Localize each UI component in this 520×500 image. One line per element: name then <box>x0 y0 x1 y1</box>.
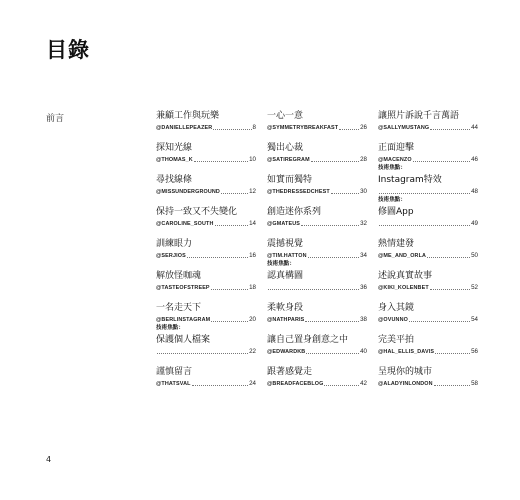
entry-page-number: 46 <box>471 156 478 163</box>
toc-entry[interactable] <box>267 300 367 326</box>
entry-leader-line <box>156 315 256 323</box>
entry-leader-line <box>267 347 367 355</box>
dot-leader <box>379 192 470 194</box>
entry-page-number: 52 <box>471 284 478 291</box>
dot-leader <box>339 128 359 130</box>
entry-handle: @EDWARDKB <box>267 349 306 355</box>
entry-page-number: 42 <box>360 380 367 387</box>
entry-page-number: 16 <box>249 252 256 259</box>
entry-leader-line <box>378 219 478 227</box>
entry-leader-line <box>267 123 367 131</box>
entry-title: 述說真實故事 <box>378 271 433 281</box>
entry-handle: @OVUNNO <box>378 317 408 323</box>
entry-page-number: 34 <box>360 252 367 259</box>
entry-tag: 技術焦點： <box>378 165 406 171</box>
entry-handle: @SYMMETRYBREAKFAST <box>267 125 339 131</box>
entry-title: 創造迷你系列 <box>267 207 322 217</box>
entry-page-number: 28 <box>360 156 367 163</box>
entry-leader-line <box>378 187 478 195</box>
entry-leader-line <box>156 123 256 131</box>
toc-entry[interactable] <box>267 332 367 358</box>
dot-leader <box>268 288 359 290</box>
entry-page-number: 54 <box>471 316 478 323</box>
page-number: 4 <box>46 455 52 464</box>
entry-leader-line <box>267 155 367 163</box>
entry-leader-line <box>156 219 256 227</box>
entry-title: 柔軟身段 <box>267 303 304 313</box>
dot-leader <box>324 384 359 386</box>
entry-title: 一名走天下 <box>156 303 202 313</box>
toc-entry[interactable] <box>267 140 367 166</box>
toc-entry[interactable] <box>156 172 256 198</box>
entry-title: 認真構圖 <box>267 271 304 281</box>
entry-title: 謹慎留言 <box>156 367 193 377</box>
entry-title: 身入其鏡 <box>378 303 415 313</box>
entry-leader-line <box>156 379 256 387</box>
entry-leader-line <box>267 379 367 387</box>
entry-handle: @GMATEUS <box>267 221 301 227</box>
dot-leader <box>379 224 470 226</box>
entry-title: 完美平拍 <box>378 335 415 345</box>
entry-leader-line <box>378 251 478 259</box>
dot-leader <box>305 320 359 322</box>
entry-handle: @NATHPARIS <box>267 317 305 323</box>
entry-handle: @MISSUNDERGROUND <box>156 189 220 195</box>
entry-page-number: 40 <box>360 348 367 355</box>
entry-leader-line <box>378 315 478 323</box>
entry-handle: @KIKI_KOLENBET <box>378 285 429 291</box>
entry-page-number: 14 <box>249 220 256 227</box>
entry-leader-line <box>267 187 367 195</box>
toc-entry[interactable] <box>156 108 256 134</box>
toc-entry[interactable] <box>156 325 256 358</box>
dot-leader <box>301 224 359 226</box>
dot-leader <box>211 320 248 322</box>
entry-leader-line <box>267 219 367 227</box>
dot-leader <box>430 288 470 290</box>
entry-leader-line <box>378 155 478 163</box>
dot-leader <box>157 352 248 354</box>
toc-entry[interactable] <box>378 364 478 390</box>
entry-handle: @BERLINSTAGRAM <box>156 317 211 323</box>
entry-page-number: 58 <box>471 380 478 387</box>
entry-title: 解放怪咖魂 <box>156 271 202 281</box>
entry-title: Instagram特效 <box>378 175 442 185</box>
entry-leader-line <box>378 347 478 355</box>
dot-leader <box>187 256 248 258</box>
entry-page-number: 18 <box>249 284 256 291</box>
entry-title: 一心一意 <box>267 111 304 121</box>
entry-handle: @TASTEOFSTREEP <box>156 285 210 291</box>
entry-leader-line <box>267 283 367 291</box>
dot-leader <box>430 128 470 130</box>
entry-page-number: 10 <box>249 156 256 163</box>
entry-page-number: 22 <box>249 348 256 355</box>
entry-title: 讓照片訴說千言萬語 <box>378 111 460 121</box>
entry-page-number: 8 <box>252 124 256 131</box>
entry-title: 震撼視覺 <box>267 239 304 249</box>
dot-leader <box>435 352 470 354</box>
entry-title: 正面迎擊 <box>378 143 415 153</box>
entry-leader-line <box>156 155 256 163</box>
toc-entry[interactable] <box>378 236 478 262</box>
entry-title: 呈現你的城市 <box>378 367 433 377</box>
entry-handle: @ALADYINLONDON <box>378 381 433 387</box>
toc-entry[interactable] <box>378 332 478 358</box>
dot-leader <box>211 288 248 290</box>
entry-tag: 技術焦點： <box>378 197 406 203</box>
dot-leader <box>311 160 359 162</box>
entry-title: 如實而獨特 <box>267 175 313 185</box>
toc-entry-preface[interactable]: 前言 <box>46 114 65 124</box>
toc-entry[interactable] <box>156 364 256 390</box>
dot-leader <box>413 160 470 162</box>
toc-entry[interactable] <box>267 364 367 390</box>
entry-page-number: 32 <box>360 220 367 227</box>
entry-handle: @SERJIOS <box>156 253 186 259</box>
entry-title: 訓練眼力 <box>156 239 193 249</box>
dot-leader <box>427 256 470 258</box>
entry-handle: @HAL_ELLIS_DAVIS <box>378 349 435 355</box>
entry-title: 探知光線 <box>156 143 193 153</box>
entry-page-number: 36 <box>360 284 367 291</box>
entry-handle: @BREADFACEBLOG <box>267 381 324 387</box>
toc-entry[interactable] <box>378 108 478 134</box>
dot-leader <box>306 352 359 354</box>
entry-title: 讓自己置身創意之中 <box>267 335 349 345</box>
entry-page-number: 56 <box>471 348 478 355</box>
entry-handle: @THATSVAL <box>156 381 191 387</box>
entry-page-number: 50 <box>471 252 478 259</box>
toc-entry[interactable] <box>156 140 256 166</box>
dot-leader <box>308 256 359 258</box>
toc-entry[interactable] <box>267 261 367 294</box>
entry-title: 修圖App <box>378 207 414 217</box>
entry-handle: @ME_AND_ORLA <box>378 253 427 259</box>
toc-entry[interactable] <box>156 268 256 294</box>
entry-title: 保護個人檔案 <box>156 335 211 345</box>
dot-leader <box>434 384 470 386</box>
entry-leader-line <box>378 283 478 291</box>
entry-leader-line <box>378 123 478 131</box>
dot-leader <box>192 384 249 386</box>
toc-entry[interactable] <box>267 108 367 134</box>
entry-handle: @SALLYMUSTANG <box>378 125 430 131</box>
entry-leader-line <box>156 283 256 291</box>
dot-leader <box>221 192 248 194</box>
entry-leader-line <box>156 251 256 259</box>
entry-page-number: 24 <box>249 380 256 387</box>
entry-page-number: 49 <box>471 220 478 227</box>
entry-handle: @THEDRESSEDCHEST <box>267 189 330 195</box>
entry-leader-line <box>267 251 367 259</box>
entry-handle: @DANIELLEPEAZER <box>156 125 213 131</box>
entry-tag: 技術焦點： <box>156 325 184 331</box>
page-title: 目錄 <box>46 38 90 62</box>
toc-entry[interactable] <box>378 300 478 326</box>
entry-tag: 技術焦點： <box>267 261 295 267</box>
toc-entry[interactable] <box>378 197 478 230</box>
entry-leader-line <box>156 187 256 195</box>
dot-leader <box>213 128 251 130</box>
entry-leader-line <box>267 315 367 323</box>
toc-entry[interactable] <box>156 236 256 262</box>
entry-handle: @CAROLINE_SOUTH <box>156 221 214 227</box>
entry-page-number: 30 <box>360 188 367 195</box>
dot-leader <box>409 320 470 322</box>
entry-leader-line <box>156 347 256 355</box>
entry-title: 保持一致又不失變化 <box>156 207 238 217</box>
entry-page-number: 12 <box>249 188 256 195</box>
entry-handle: @TIM.HATTON <box>267 253 307 259</box>
dot-leader <box>215 224 249 226</box>
entry-page-number: 44 <box>471 124 478 131</box>
entry-leader-line <box>378 379 478 387</box>
entry-page-number: 38 <box>360 316 367 323</box>
toc-entry[interactable] <box>378 268 478 294</box>
entry-title: 尋找線條 <box>156 175 193 185</box>
entry-title: 熱情建發 <box>378 239 415 249</box>
dot-leader <box>194 160 248 162</box>
toc-entry[interactable] <box>267 204 367 230</box>
entry-handle: @THOMAS_K <box>156 157 193 163</box>
entry-handle: @MACENZO <box>378 157 412 163</box>
entry-title: 兼顧工作與玩樂 <box>156 111 220 121</box>
toc-entry[interactable] <box>267 172 367 198</box>
entry-page-number: 26 <box>360 124 367 131</box>
dot-leader <box>331 192 359 194</box>
entry-page-number: 20 <box>249 316 256 323</box>
entry-handle: @SATIREGRAM <box>267 157 310 163</box>
entry-title: 跟著感覺走 <box>267 367 313 377</box>
toc-entry[interactable] <box>156 204 256 230</box>
entry-title: 獨出心裁 <box>267 143 304 153</box>
entry-page-number: 48 <box>471 188 478 195</box>
